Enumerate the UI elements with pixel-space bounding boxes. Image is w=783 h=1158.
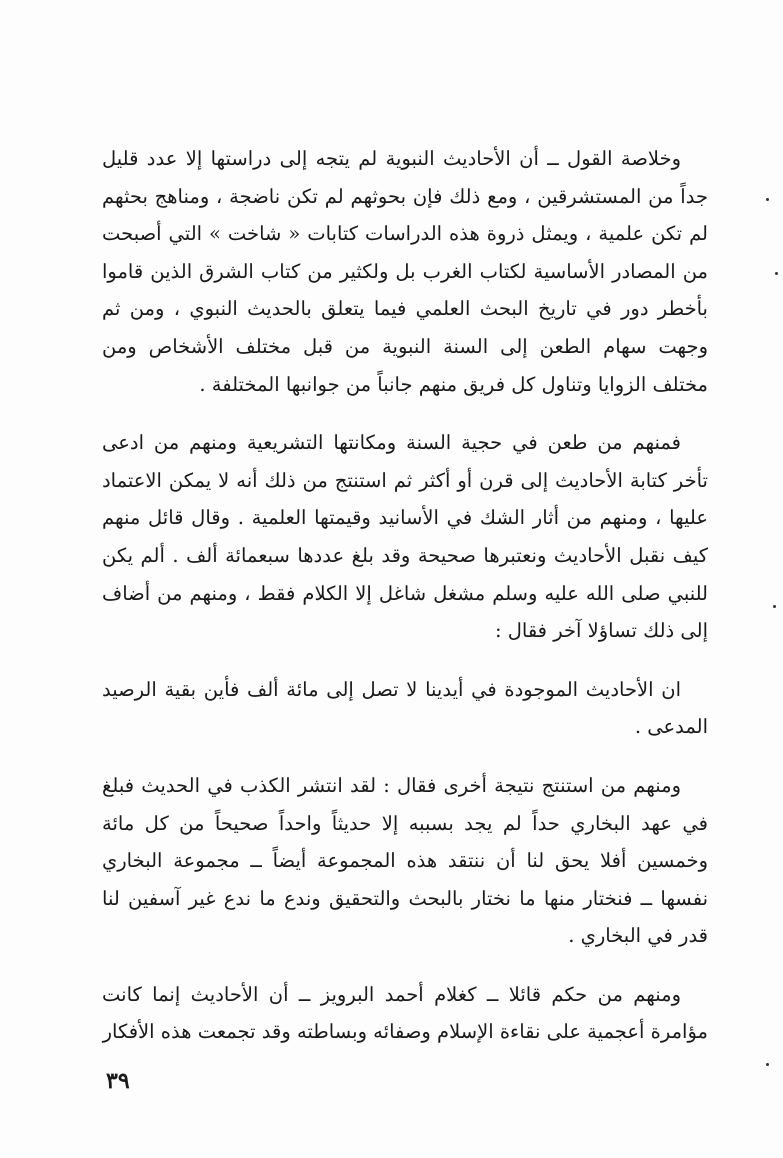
scan-mark <box>775 272 778 275</box>
scan-mark <box>773 605 776 608</box>
paragraph-conclusion: وخلاصة القول ــ أن الأحاديث النبوية لم يتجه إلى دراستها إلا عدد قليل جداً من المستشرقين ، ومع ذلك فإن بحوثهم لم تكن ناضجة ، ومناهج بحثهم لم تكن علمية ، ويمثل ذروة هذه الدراسات كتابات « شاخت » التي أصبحت من المصادر الأساسية لكتاب الغرب بل ولكثير من كتاب الشرق الذين قاموا بأخطر دور في تاريخ البحث العلمي فيما يتعلق بالحديث النبوي ، ومن ثم وجهت سهام الطعن إلى السنة النبوية من قبل مختلف الأشخاص ومن مختلف الزوايا وتناول كل فريق منهم جانباً من جوانبها المختلفة . <box>102 147 708 396</box>
paragraph-conspiracy: ومنهم من حكم قائلا ــ كغلام أحمد البرويز ــ أن الأحاديث إنما كانت مؤامرة أعجمية على نقاءة الإسلام وصفائه وبساطته وقد تجمعت هذه الأفكار <box>102 982 708 1044</box>
paragraph-hadith-count: ان الأحاديث الموجودة في أيدينا لا تصل إلى مائة ألف فأين بقية الرصيد المدعى . <box>102 677 708 739</box>
paragraph-critics: فمنهم من طعن في حجية السنة ومكانتها التشريعية ومنهم من ادعى تأخر كتابة الأحاديث إلى قرن أو أكثر ثم استنتج من ذلك أنه لا يمكن الاعتماد عليها ، ومنهم من أثار الشك في الأسانيد وقيمتها العلمية . وقال قائل منهم كيف نقبل الأحاديث ونعتبرها صحيحة وقد بلغ عددها سبعمائة ألف . ألم يكن للنبي صلى الله عليه وسلم مشغل شاغل إلا الكلام فقط ، ومنهم من أضاف إلى ذلك تساؤلا آخر فقال : <box>102 431 708 643</box>
scan-mark <box>766 1063 769 1066</box>
paragraph-bukhari: ومنهم من استنتج نتيجة أخرى فقال : لقد انتشر الكذب في الحديث فبلغ في عهد البخاري حداً لم يجد بسببه إلا حديثاً واحداً صحيحاً من كل مائة وخمسين أفلا يحق لنا أن ننتقد هذه المجموعة أيضاً ــ مجموعة البخاري نفسها ــ فنختار منها ما نختار بالبحث والتحقيق وندع ما ندع غير آسفين لنا قدر في البخاري . <box>102 773 708 948</box>
page-number: ٣٩ <box>106 1068 130 1094</box>
scan-mark <box>766 198 769 201</box>
body-text <box>102 140 708 1051</box>
